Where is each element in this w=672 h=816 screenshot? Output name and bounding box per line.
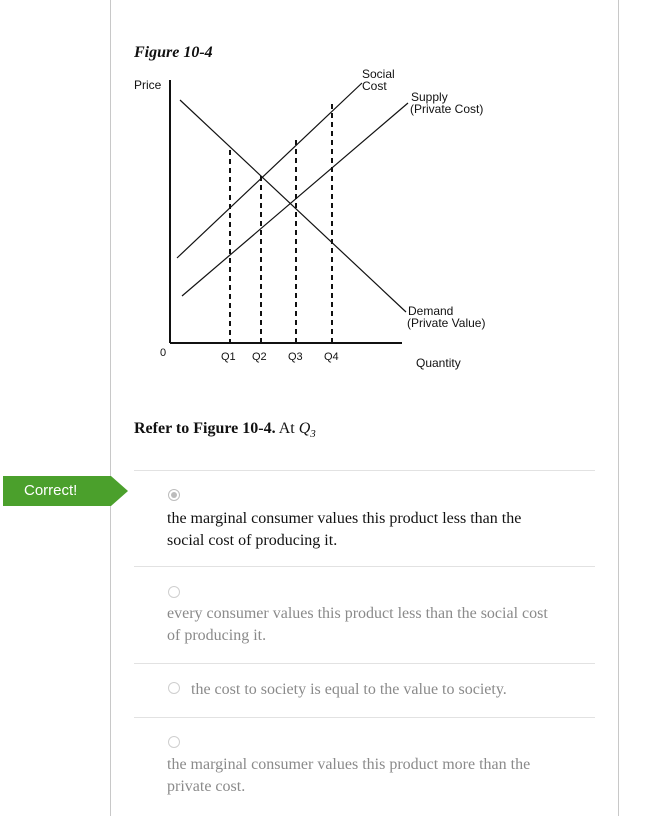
answer-radio-2[interactable] — [168, 586, 180, 598]
answer-4-line2: private cost. — [167, 778, 246, 795]
answer-radio-1[interactable] — [168, 489, 180, 501]
demand-curve — [180, 100, 406, 312]
question-subscript: 3 — [310, 428, 316, 441]
q1-label: Q1 — [221, 351, 236, 363]
right-border — [618, 0, 619, 816]
answer-radio-3[interactable] — [168, 682, 180, 694]
social-cost-curve — [177, 83, 362, 258]
supply-label-2: (Private Cost) — [410, 102, 484, 116]
price-axis-label: Price — [134, 78, 162, 92]
answer-divider — [134, 470, 595, 471]
origin-label: 0 — [160, 347, 167, 359]
demand-label: Demand — [408, 304, 454, 318]
social-cost-label: Social — [362, 67, 395, 81]
answer-2-line1: every consumer values this product less than the social cost — [167, 605, 548, 622]
figure-graph — [126, 64, 506, 384]
question-text — [134, 420, 316, 440]
answer-4-line1: the marginal consumer values this product more than the — [167, 756, 531, 773]
answer-2-line2: of producing it. — [167, 627, 267, 644]
answer-option-4[interactable] — [167, 754, 530, 798]
answer-1-line1: the marginal consumer values this product less than the — [167, 510, 522, 527]
answer-option-3[interactable] — [191, 679, 507, 701]
question-symbol: Q — [298, 420, 311, 437]
answer-divider — [134, 566, 595, 567]
figure-caption: Figure 10-4 — [134, 44, 213, 61]
answer-option-2[interactable] — [167, 603, 548, 647]
q4-label: Q4 — [324, 351, 339, 363]
demand-label-2: (Private Value) — [407, 316, 486, 330]
answer-1-line2: social cost of producing it. — [167, 532, 338, 549]
correct-banner-arrow — [111, 476, 128, 506]
question-prefix: Refer to Figure 10-4. — [134, 420, 276, 437]
supply-label: Supply — [411, 90, 448, 104]
question-body: At — [278, 420, 295, 437]
answer-radio-4[interactable] — [168, 736, 180, 748]
correct-banner: Correct! — [3, 476, 111, 506]
social-cost-label-2: Cost — [362, 79, 387, 93]
left-border — [110, 0, 111, 816]
answer-option-1[interactable] — [167, 508, 521, 552]
q3-label: Q3 — [288, 351, 303, 363]
quantity-axis-label: Quantity — [416, 356, 461, 370]
answer-3-line1: the cost to society is equal to the value to society. — [191, 681, 507, 698]
answer-divider — [134, 717, 595, 718]
q2-label: Q2 — [252, 351, 267, 363]
answer-divider — [134, 663, 595, 664]
